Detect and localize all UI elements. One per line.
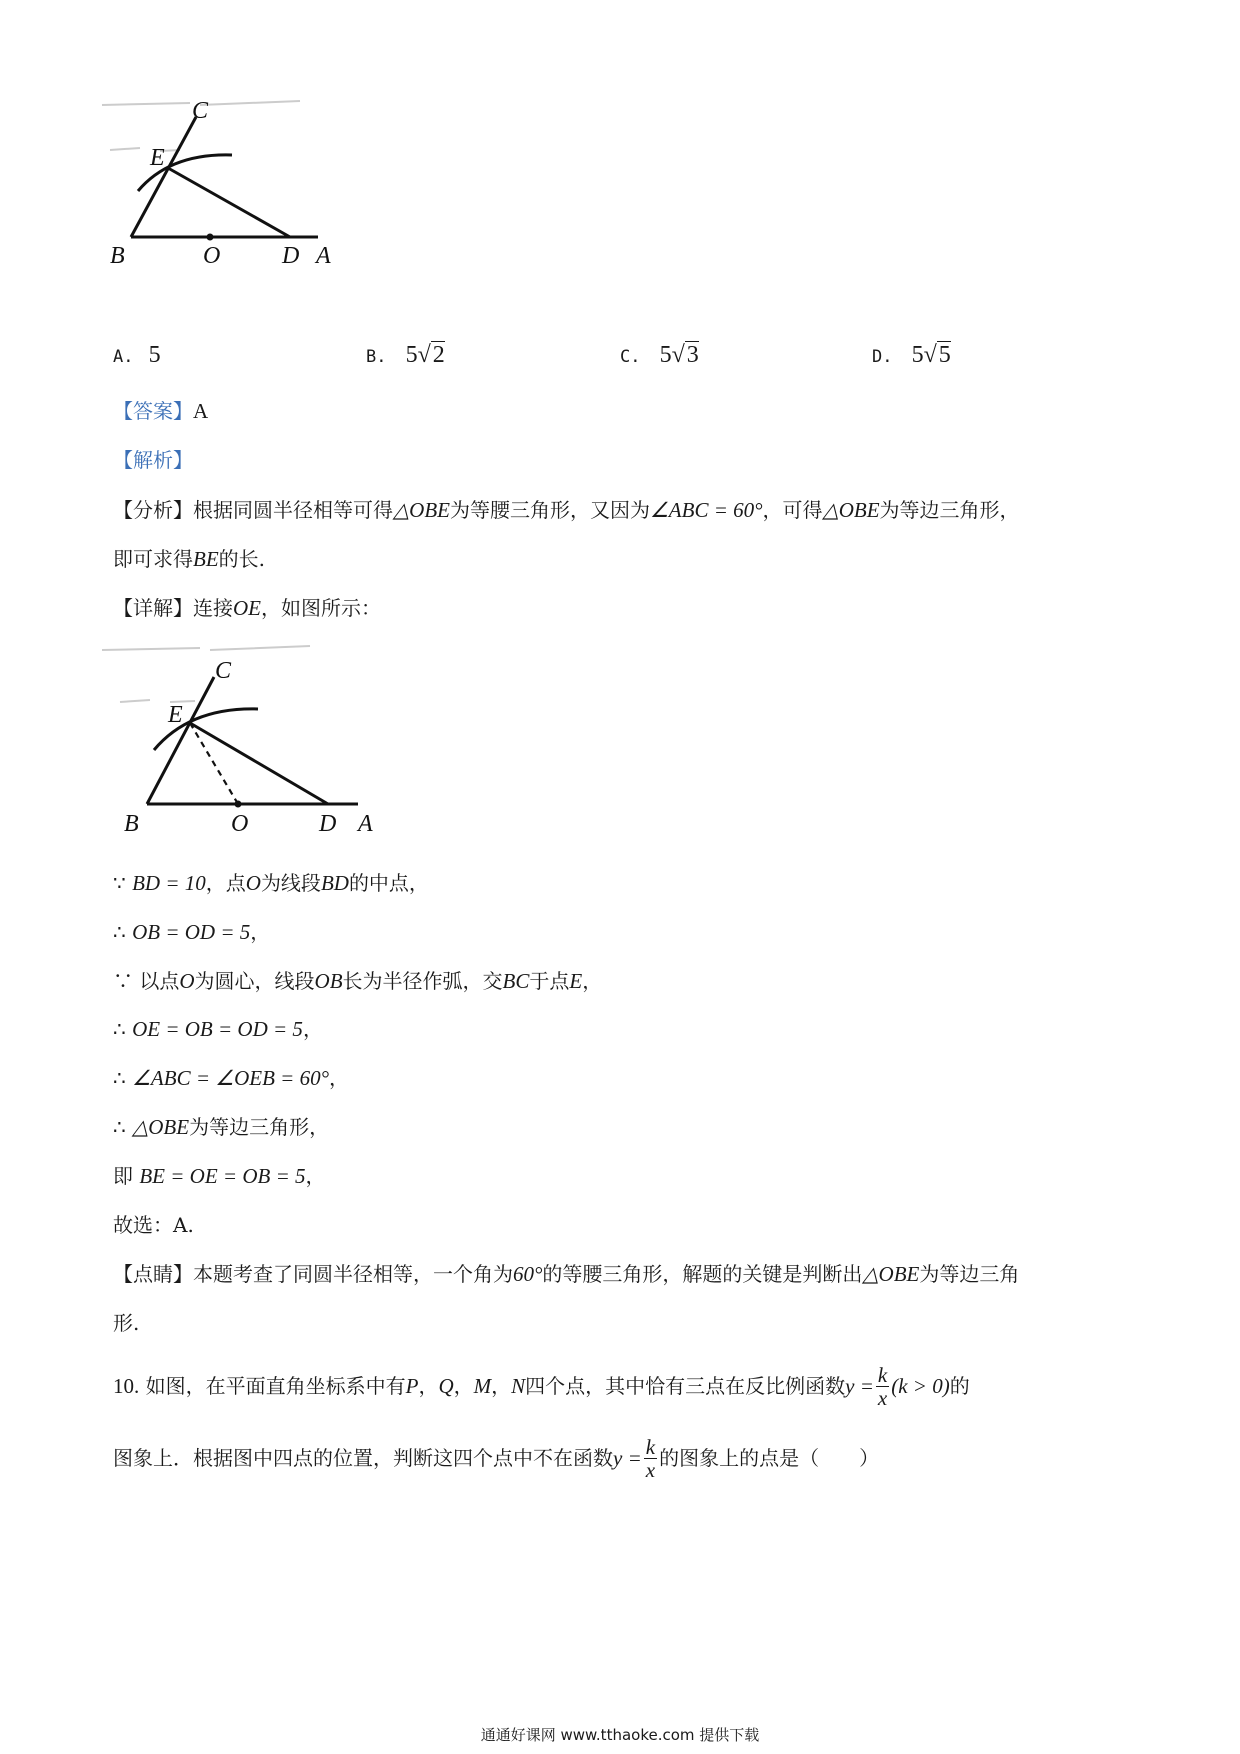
question-10-line-2	[113, 1427, 879, 1489]
step-3-text-3: 长为半径作弧，交	[342, 969, 503, 993]
line-ed	[168, 168, 290, 237]
option-c: C. 5√3	[620, 342, 699, 368]
step-3-math-2: OB	[314, 969, 343, 993]
q10-sep-2: ，	[453, 1374, 474, 1398]
q10-text-3: 的	[949, 1374, 970, 1398]
xiangjie-math-1: OE	[233, 596, 261, 620]
step-1-math-1: BD = 10	[132, 871, 206, 895]
fraction-k-over-x-2	[644, 1436, 657, 1481]
step-1-math-2: O	[245, 871, 261, 895]
step-3	[113, 967, 602, 995]
footer-text: 通通好课网 www.tthaoke.com 提供下载	[480, 1726, 760, 1744]
dianjing-text-4: 形.	[113, 1311, 140, 1335]
point-o	[235, 801, 242, 808]
step-4-text-1: ，	[302, 1017, 323, 1041]
fenxi-text-6: 的长.	[218, 547, 266, 571]
fenxi-text-4: 为等边三角形，	[879, 498, 1020, 522]
question-number: 10.	[113, 1374, 140, 1398]
q10-sep-1: ，	[418, 1374, 439, 1398]
xiangjie-line	[113, 594, 381, 622]
jiexi-tag: 【解析】	[113, 448, 193, 472]
step-1-math-3: BD	[320, 871, 349, 895]
label-a: A	[358, 811, 373, 837]
q10-y-equals-1: y =	[845, 1374, 874, 1398]
label-d: D	[282, 243, 300, 269]
label-b: B	[110, 243, 125, 269]
option-c-radicand: 3	[686, 342, 699, 368]
option-a-value: 5	[148, 342, 161, 368]
fenxi-text-5: 即可求得	[113, 547, 193, 571]
step-7-text-0: 即	[113, 1164, 133, 1188]
dianjing-math-1: 60°	[513, 1262, 543, 1286]
label-b: B	[124, 811, 139, 837]
line-ed	[190, 723, 328, 804]
step-3-text-2: 为圆心，线段	[194, 969, 315, 993]
xiangjie-tag: 【详解】	[113, 596, 193, 620]
fraction-numerator: k	[877, 1362, 888, 1387]
step-3-text-4: 于点	[529, 969, 570, 993]
answer-value: A	[193, 399, 209, 423]
step-1-text-3: 的中点，	[348, 871, 429, 895]
fenxi-text-2: 为等腰三角形，又因为	[449, 498, 650, 522]
fraction-k-over-x-1	[876, 1364, 889, 1409]
q10-text-4: 图象上．根据图中四点的位置，判断这四个点中不在函数	[113, 1446, 613, 1470]
dianjing-line-2	[113, 1309, 139, 1337]
step-4-math-1: OE = OB = OD = 5	[132, 1017, 303, 1041]
fenxi-math-1: △OBE	[393, 498, 450, 522]
therefore-symbol: ∴	[113, 1017, 126, 1041]
step-5-text-1: ，	[328, 1066, 349, 1090]
dianjing-text-1: 本题考查了同圆半径相等，一个角为	[193, 1262, 513, 1286]
xiangjie-text-2: ，如图所示：	[261, 596, 381, 620]
fenxi-text-1: 根据同圆半径相等可得	[193, 498, 393, 522]
fenxi-line-1	[113, 496, 1020, 524]
point-o	[207, 234, 214, 241]
dianjing-text-3: 为等边三角	[919, 1262, 1020, 1286]
label-a: A	[316, 243, 331, 269]
step-3-text-5: ，	[582, 969, 603, 993]
jiexi-line	[113, 446, 193, 474]
option-c-coef: 5	[659, 342, 672, 368]
fraction-denominator: x	[645, 1457, 656, 1482]
dianjing-line-1	[113, 1260, 1019, 1288]
label-c: C	[192, 98, 209, 124]
label-e: E	[150, 145, 165, 171]
answer-line	[113, 397, 208, 425]
dashed-line-oe	[190, 723, 238, 804]
point-n: N	[511, 1374, 526, 1398]
therefore-symbol: ∴	[113, 1115, 126, 1139]
q10-condition: (k > 0)	[891, 1374, 950, 1398]
step-6-math-1: △OBE	[132, 1115, 190, 1139]
fenxi-math-3: △OBE	[822, 498, 880, 522]
dianjing-tag: 【点睛】	[113, 1262, 193, 1286]
dianjing-text-2: 的等腰三角形，解题的关键是判断出	[542, 1262, 863, 1286]
q10-text-2: 四个点，其中恰有三点在反比例函数	[525, 1374, 846, 1398]
option-a	[113, 342, 161, 369]
q10-sep-3: ，	[491, 1374, 512, 1398]
step-2-text-1: ，	[250, 920, 271, 944]
option-d-coef: 5	[911, 342, 924, 368]
label-c: C	[215, 658, 232, 684]
fenxi-math-4: BE	[193, 547, 219, 571]
step-6	[113, 1113, 329, 1141]
answer-tag: 【答案】	[113, 399, 193, 423]
therefore-symbol: ∴	[113, 920, 126, 944]
step-2	[113, 918, 270, 946]
therefore-symbol: ∴	[113, 1066, 126, 1090]
dianjing-math-2: △OBE	[862, 1262, 920, 1286]
step-7-text-1: ，	[305, 1164, 326, 1188]
point-q: Q	[438, 1374, 454, 1398]
option-c-label: C.	[620, 347, 641, 367]
step-1	[113, 869, 429, 897]
line-bc	[147, 677, 214, 804]
option-d: D. 5√5	[872, 342, 951, 368]
step-5-math-1: ∠ABC = ∠OEB = 60°	[132, 1066, 329, 1090]
fenxi-line-2	[113, 545, 265, 573]
step-1-text-2: 为线段	[260, 871, 321, 895]
fraction-denominator: x	[877, 1385, 888, 1410]
fraction-numerator: k	[645, 1434, 656, 1459]
step-3-math-4: E	[569, 969, 583, 993]
step-8	[113, 1211, 194, 1239]
option-a-label: A.	[113, 347, 134, 367]
step-2-math-1: OB = OD = 5	[132, 920, 251, 944]
step-8-text: 故选：A.	[113, 1213, 194, 1237]
option-b-radicand: 2	[432, 342, 445, 368]
option-d-label: D.	[872, 347, 893, 367]
step-5	[113, 1064, 349, 1092]
fenxi-text-3: ，可得	[762, 498, 823, 522]
step-3-math-1: O	[179, 969, 195, 993]
because-symbol: ∵	[113, 871, 126, 895]
label-o: O	[231, 811, 249, 837]
fenxi-math-2: ∠ABC = 60°	[649, 498, 763, 522]
step-1-text-1: ，点	[205, 871, 246, 895]
geometry-figure-2	[100, 640, 390, 850]
label-e: E	[168, 702, 183, 728]
xiangjie-text-1: 连接	[193, 596, 233, 620]
step-7-math-1: BE = OE = OB = 5	[139, 1164, 306, 1188]
option-b: B. 5√2	[366, 342, 445, 368]
option-b-coef: 5	[405, 342, 418, 368]
q10-text-5: 的图象上的点是（ ）	[659, 1446, 880, 1470]
fenxi-tag: 【分析】	[113, 498, 193, 522]
q10-y-equals-2: y =	[613, 1446, 642, 1470]
option-b-label: B.	[366, 347, 387, 367]
step-7	[113, 1162, 326, 1190]
step-4	[113, 1015, 323, 1043]
question-10-line-1	[113, 1355, 970, 1417]
step-3-math-3: BC	[502, 969, 530, 993]
point-p: P	[405, 1374, 419, 1398]
option-d-radicand: 5	[938, 342, 951, 368]
because-symbol: ∵	[113, 969, 133, 993]
label-d: D	[319, 811, 337, 837]
footer	[0, 1724, 1240, 1745]
label-o: O	[203, 243, 221, 269]
q10-text-1: 如图，在平面直角坐标系中有	[145, 1374, 406, 1398]
step-6-text-1: 为等边三角形，	[189, 1115, 330, 1139]
geometry-figure-1	[100, 95, 360, 305]
point-m: M	[473, 1374, 492, 1398]
step-3-text-1: 以点	[139, 969, 180, 993]
